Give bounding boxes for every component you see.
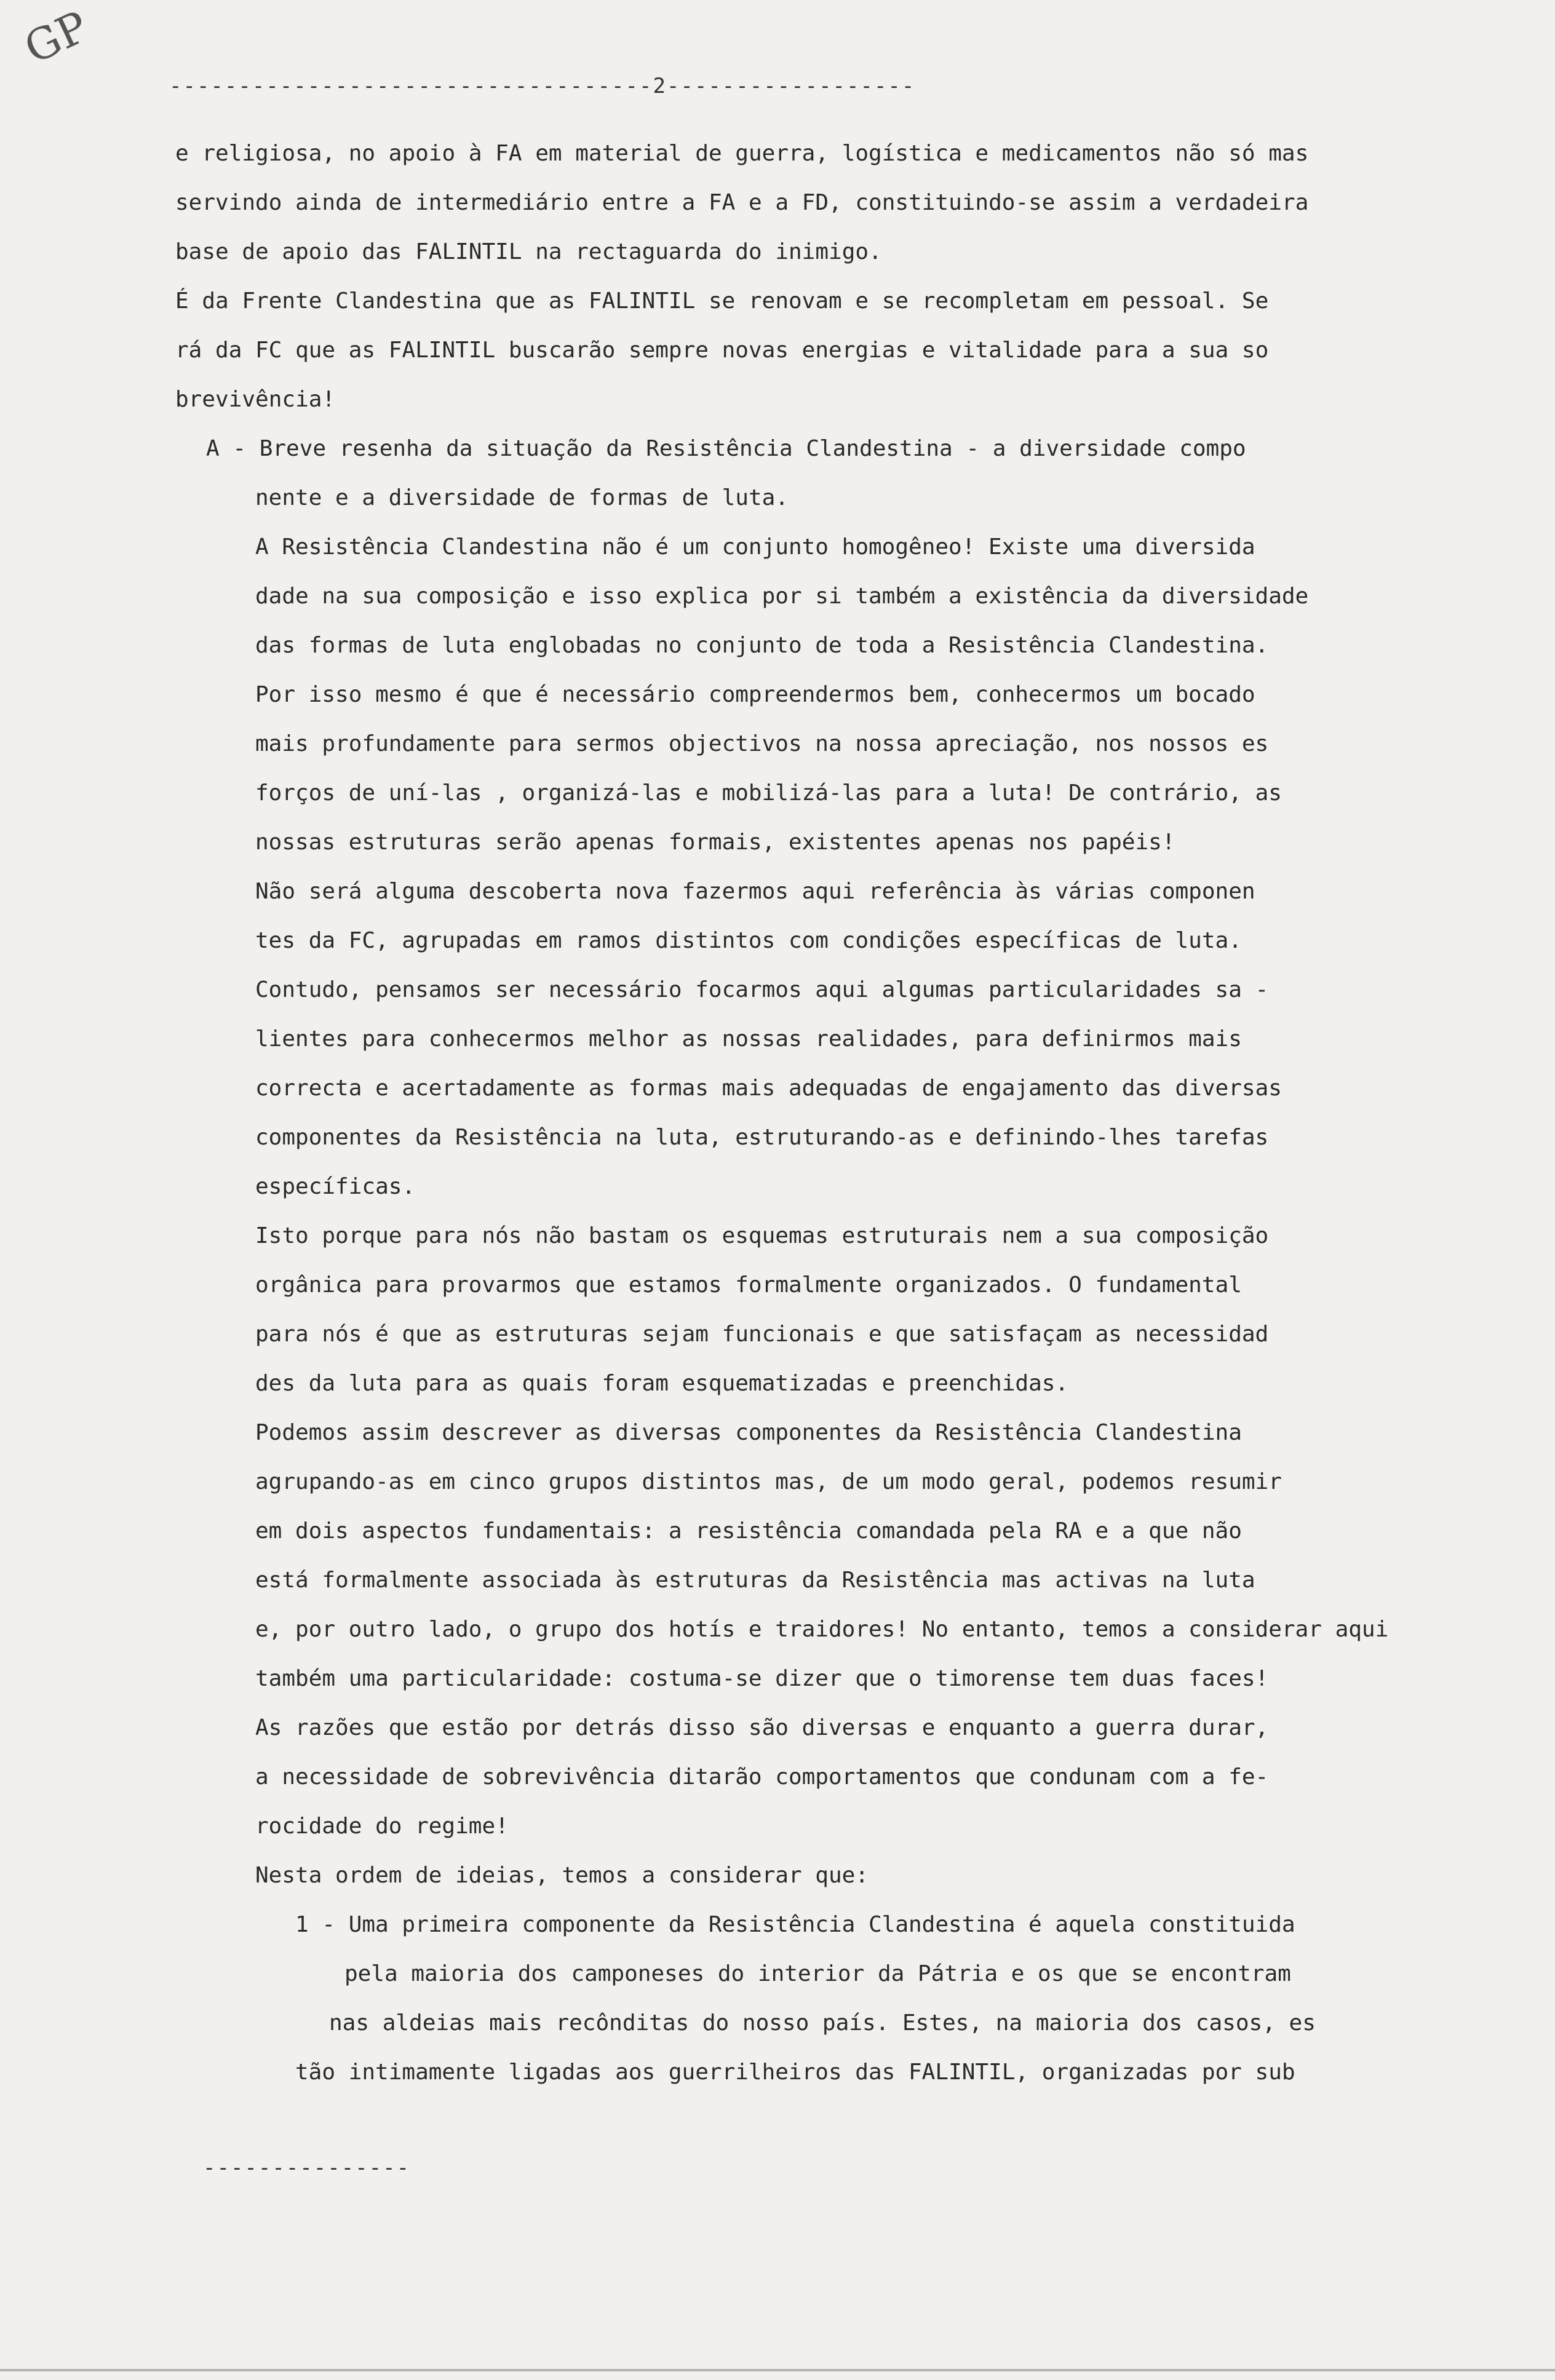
- page-number-rule: -----------------------------------2------------------: [169, 74, 916, 98]
- text-line: É da Frente Clandestina que as FALINTIL se renovam e se recompletam em pessoal. Se: [175, 288, 1269, 314]
- text-line: forços de uní-las , organizá-las e mobilizá-las para a luta! De contrário, as: [255, 780, 1282, 806]
- text-line: lientes para conhecermos melhor as nossas realidades, para definirmos mais: [255, 1026, 1242, 1052]
- text-line: também uma particularidade: costuma-se dizer que o timorense tem duas faces!: [255, 1666, 1269, 1691]
- handwritten-corner-mark: GP: [17, 1, 96, 74]
- text-line: Isto porque para nós não bastam os esquemas estruturais nem a sua composição: [255, 1223, 1269, 1248]
- text-line: nas aldeias mais recônditas do nosso país. Estes, na maioria dos casos, es: [329, 2010, 1316, 2036]
- scan-bottom-edge: [0, 2369, 1555, 2371]
- text-line: específicas.: [255, 1174, 416, 1199]
- text-line: correcta e acertadamente as formas mais adequadas de engajamento das diversas: [255, 1076, 1282, 1101]
- text-line: em dois aspectos fundamentais: a resistência comandada pela RA e a que não: [255, 1518, 1242, 1544]
- text-line: pela maioria dos camponeses do interior da Pátria e os que se encontram: [344, 1961, 1291, 1986]
- text-line: tão intimamente ligadas aos guerrilheiros das FALINTIL, organizadas por sub: [295, 2060, 1295, 2085]
- text-line: e, por outro lado, o grupo dos hotís e traidores! No entanto, temos a considerar aqui: [255, 1617, 1389, 1642]
- text-line: des da luta para as quais foram esquematizadas e preenchidas.: [255, 1371, 1069, 1396]
- text-line: Nesta ordem de ideias, temos a considerar que:: [255, 1863, 869, 1888]
- text-line: base de apoio das FALINTIL na rectaguarda do inimigo.: [175, 239, 882, 264]
- text-line: componentes da Resistência na luta, estruturando-as e definindo-lhes tarefas: [255, 1125, 1269, 1150]
- text-line: nossas estruturas serão apenas formais, existentes apenas nos papéis!: [255, 830, 1175, 855]
- text-line: Não será alguma descoberta nova fazermos aqui referência às várias componen: [255, 879, 1255, 904]
- text-line: agrupando-as em cinco grupos distintos mas, de um modo geral, podemos resumir: [255, 1469, 1282, 1494]
- text-line: 1 - Uma primeira componente da Resistência Clandestina é aquela constituida: [295, 1912, 1295, 1937]
- text-line: rá da FC que as FALINTIL buscarão sempre novas energias e vitalidade para a sua so: [175, 338, 1269, 363]
- text-line: mais profundamente para sermos objectivos na nossa apreciação, nos nossos es: [255, 731, 1269, 756]
- text-line: orgânica para provarmos que estamos formalmente organizados. O fundamental: [255, 1272, 1242, 1298]
- text-line: Por isso mesmo é que é necessário compreendermos bem, conhecermos um bocado: [255, 682, 1255, 707]
- text-line: e religiosa, no apoio à FA em material de guerra, logística e medicamentos não só mas: [175, 141, 1309, 166]
- text-line: dade na sua composição e isso explica por si também a existência da diversidade: [255, 584, 1309, 609]
- text-line: rocidade do regime!: [255, 1814, 509, 1839]
- text-line: A - Breve resenha da situação da Resistência Clandestina - a diversidade compo: [206, 436, 1246, 461]
- text-line: das formas de luta englobadas no conjunto de toda a Resistência Clandestina.: [255, 633, 1269, 658]
- text-line: As razões que estão por detrás disso são diversas e enquanto a guerra durar,: [255, 1715, 1269, 1740]
- text-line: para nós é que as estruturas sejam funcionais e que satisfaçam as necessidad: [255, 1322, 1269, 1347]
- text-line: Contudo, pensamos ser necessário focarmos aqui algumas particularidades sa -: [255, 977, 1269, 1002]
- footer-rule: ---------------: [203, 2156, 411, 2180]
- text-line: A Resistência Clandestina não é um conjunto homogêneo! Existe uma diversida: [255, 534, 1255, 560]
- text-line: servindo ainda de intermediário entre a FA e a FD, constituindo-se assim a verdadeira: [175, 190, 1309, 215]
- text-line: brevivência!: [175, 387, 336, 412]
- text-line: tes da FC, agrupadas em ramos distintos com condições específicas de luta.: [255, 928, 1242, 953]
- text-line: está formalmente associada às estruturas da Resistência mas activas na luta: [255, 1568, 1255, 1593]
- text-line: Podemos assim descrever as diversas componentes da Resistência Clandestina: [255, 1420, 1242, 1445]
- text-line: a necessidade de sobrevivência ditarão comportamentos que condunam com a fe-: [255, 1764, 1269, 1790]
- text-line: nente e a diversidade de formas de luta.: [255, 485, 789, 510]
